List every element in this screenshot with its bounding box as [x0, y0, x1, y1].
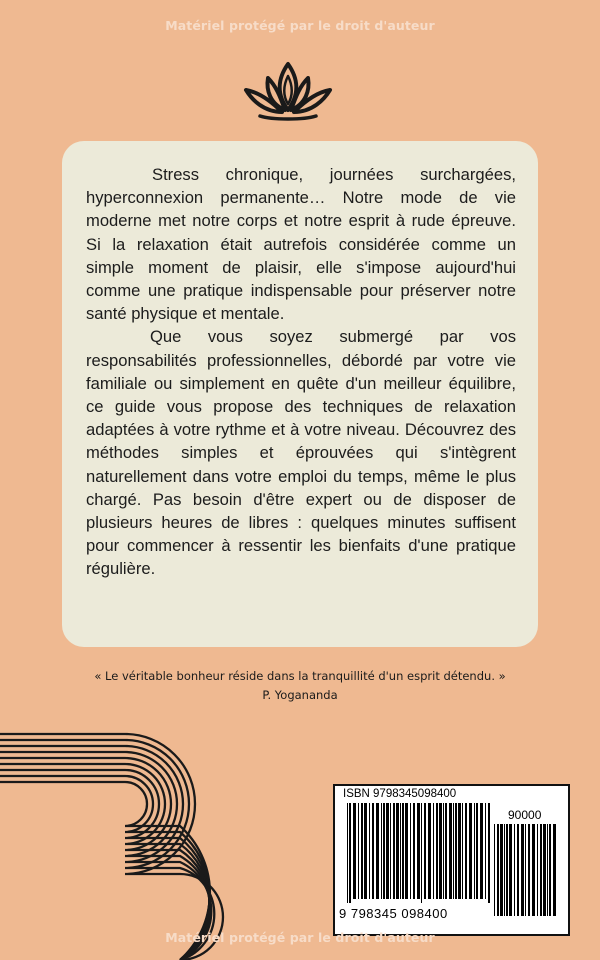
barcode-bar	[553, 824, 556, 916]
barcode-bar	[372, 803, 374, 899]
barcode-bar	[525, 824, 526, 916]
barcode-bar	[402, 803, 404, 899]
isbn-barcode	[347, 803, 493, 903]
barcode-bar	[537, 824, 538, 916]
description-paragraph-2: Que vous soyez submergé par vos responsabilités professionnelles, débordé par votre vie familiale ou simplement en quête d'un meilleur équilibre, ce guide vous propose des techniques de relaxation adaptées à votre rythme et à votre niveau. Découvrez des méthodes simples et éprouvées qui s'intègrent naturellement dans votre emploi du temps, même le plus chargé. Pas besoin d'être expert ou de disposer de plusieurs heures de libres : quelques minutes suffisent pour commencer à ressentir les bienfaits d'une pratique régulière.	[86, 327, 516, 579]
barcode-bar	[436, 803, 438, 899]
barcode-bar	[383, 803, 385, 899]
barcode-bar	[517, 824, 519, 916]
barcode-bar	[543, 824, 546, 916]
barcode-bar	[390, 803, 391, 899]
barcode-bar	[540, 824, 542, 916]
barcode-bar	[424, 803, 426, 899]
barcode-bar	[410, 803, 411, 899]
barcode-bar	[532, 824, 535, 916]
barcode-bar	[485, 803, 486, 899]
barcode-bar	[494, 824, 495, 916]
lotus-icon	[238, 60, 338, 124]
barcode-bar	[358, 803, 359, 899]
barcode-bar	[413, 803, 415, 899]
barcode-bar	[549, 824, 551, 916]
barcode-bar	[500, 824, 503, 916]
arc-line	[0, 746, 211, 960]
barcode-bar	[347, 803, 348, 903]
isbn-label: ISBN 9798345098400	[343, 788, 457, 800]
barcode-bar	[353, 803, 356, 899]
barcode-bar	[400, 803, 401, 899]
barcode-bar	[417, 803, 420, 899]
quote-author: P. Yogananda	[262, 688, 338, 702]
description-paragraph-1: Stress chronique, journées surchargées, hyperconnexion permanente… Notre mode de vie moderne met notre corps et notre esprit à rude épreuve. Si la relaxation était autrefois considérée comme un simple moment de plaisir, elle s'impose aujourd'hui comme une pratique indispensable pour préserver notre santé physique et mentale.	[86, 165, 516, 324]
concentric-arcs-icon	[0, 720, 250, 960]
copyright-watermark-bottom: Matériel protégé par le droit d'auteur	[165, 930, 435, 945]
barcode-bar	[497, 824, 499, 916]
barcode-bar	[547, 824, 548, 916]
barcode-bar	[521, 824, 524, 916]
barcode-bar	[469, 803, 472, 899]
barcode-bar	[369, 803, 370, 899]
barcode-bar	[458, 803, 461, 899]
isbn-digits: 9 798345 098400	[339, 906, 448, 921]
barcode-bar	[421, 803, 422, 903]
barcode-bar	[364, 803, 367, 899]
barcode-bar	[439, 803, 442, 899]
barcode-bar	[465, 803, 467, 899]
barcode-bar	[376, 803, 379, 899]
barcode-bar	[514, 824, 515, 916]
quote-block	[0, 667, 600, 705]
price-code: 90000	[508, 808, 542, 822]
barcode-bar	[349, 803, 351, 903]
barcode-bar	[381, 803, 382, 899]
back-cover-text	[86, 163, 516, 581]
barcode-bar	[462, 803, 463, 899]
barcode-bar	[396, 803, 399, 899]
barcode-bar	[474, 803, 475, 899]
barcode-bar	[445, 803, 447, 899]
barcode-bar	[443, 803, 444, 899]
barcode-bar	[455, 803, 457, 899]
barcode-bar	[476, 803, 478, 899]
barcode-bar	[488, 803, 490, 903]
barcode-bar	[509, 824, 512, 916]
copyright-watermark-top: Matériel protégé par le droit d'auteur	[165, 18, 435, 33]
barcode-bar	[449, 803, 452, 899]
arc-line	[0, 740, 214, 960]
barcode-bar	[480, 803, 483, 899]
barcode-bar	[386, 803, 389, 899]
price-barcode	[494, 824, 558, 920]
barcode-bar	[361, 803, 363, 899]
barcode-bar	[428, 803, 431, 899]
barcode-bar	[506, 824, 508, 916]
barcode-bar	[504, 824, 505, 916]
barcode-bar	[405, 803, 408, 899]
quote-text: « Le véritable bonheur réside dans la tranquillité d'un esprit détendu. »	[94, 669, 506, 683]
barcode-bar	[453, 803, 454, 899]
barcode-bar	[393, 803, 395, 899]
barcode-bar	[528, 824, 530, 916]
barcode-bar	[433, 803, 434, 899]
